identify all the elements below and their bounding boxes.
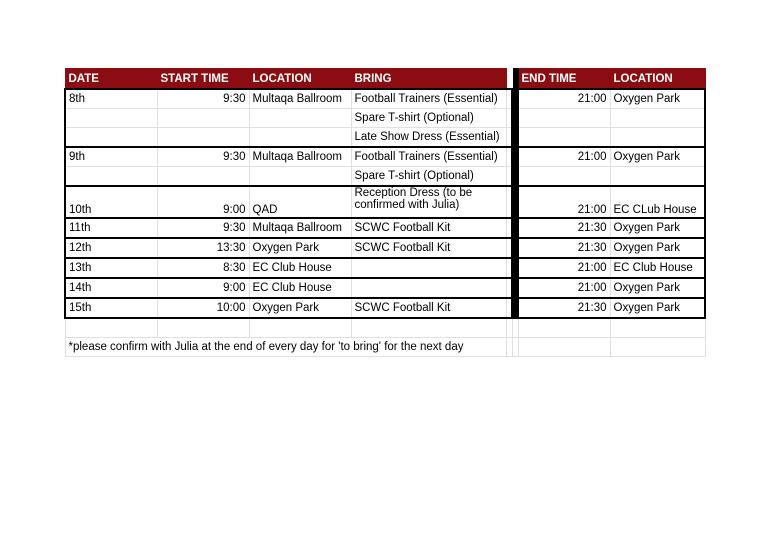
cell-bring[interactable]: Late Show Dress (Essential): [351, 128, 506, 148]
empty-cell[interactable]: [610, 338, 705, 357]
schedule-sheet: [64, 68, 704, 357]
cell-location[interactable]: Multaqa Ballroom: [249, 147, 351, 167]
cell-bring[interactable]: Spare T-shirt (Optional): [351, 109, 506, 128]
table-row: [65, 128, 705, 148]
table-row: [65, 258, 705, 278]
header-end-time[interactable]: END TIME: [518, 69, 610, 90]
cell-location2[interactable]: [610, 128, 705, 148]
cell-end[interactable]: 21:00: [518, 258, 610, 278]
table-row: [65, 298, 705, 318]
empty-row: [65, 318, 705, 338]
empty-cell[interactable]: [351, 318, 506, 338]
cell-location2[interactable]: Oxygen Park: [610, 89, 705, 109]
cell-end[interactable]: 21:00: [518, 89, 610, 109]
empty-cell[interactable]: [157, 318, 249, 338]
cell-location[interactable]: [249, 128, 351, 148]
cell-end[interactable]: 21:00: [518, 278, 610, 298]
cell-end[interactable]: 21:00: [518, 147, 610, 167]
footnote[interactable]: *please confirm with Julia at the end of every day for 'to bring' for the next day: [65, 338, 506, 357]
cell-date[interactable]: 10th: [65, 186, 157, 218]
cell-start[interactable]: [157, 167, 249, 187]
cell-location[interactable]: Multaqa Ballroom: [249, 89, 351, 109]
cell-location2[interactable]: Oxygen Park: [610, 147, 705, 167]
cell-date[interactable]: 12th: [65, 238, 157, 258]
cell-bring[interactable]: Spare T-shirt (Optional): [351, 167, 506, 187]
cell-date[interactable]: 8th: [65, 89, 157, 109]
empty-cell[interactable]: [249, 318, 351, 338]
empty-cell[interactable]: [518, 318, 610, 338]
header-location[interactable]: LOCATION: [249, 69, 351, 90]
header-date[interactable]: DATE: [65, 69, 157, 90]
cell-date[interactable]: [65, 128, 157, 148]
header-start-time[interactable]: START TIME: [157, 69, 249, 90]
cell-date[interactable]: 9th: [65, 147, 157, 167]
schedule-table: [64, 68, 706, 357]
cell-location2[interactable]: EC Club House: [610, 258, 705, 278]
header-bring[interactable]: BRING: [351, 69, 506, 90]
table-row: [65, 278, 705, 298]
cell-start[interactable]: 13:30: [157, 238, 249, 258]
cell-end[interactable]: [518, 109, 610, 128]
cell-start[interactable]: [157, 128, 249, 148]
cell-location[interactable]: Multaqa Ballroom: [249, 218, 351, 238]
cell-location[interactable]: EC Club House: [249, 278, 351, 298]
cell-end[interactable]: 21:00: [518, 186, 610, 218]
cell-location2[interactable]: Oxygen Park: [610, 298, 705, 318]
cell-start[interactable]: 9:00: [157, 278, 249, 298]
cell-end[interactable]: 21:30: [518, 298, 610, 318]
cell-start[interactable]: 8:30: [157, 258, 249, 278]
table-row: [65, 167, 705, 187]
cell-date[interactable]: 13th: [65, 258, 157, 278]
table-row: [65, 147, 705, 167]
cell-location2[interactable]: Oxygen Park: [610, 218, 705, 238]
cell-date[interactable]: 11th: [65, 218, 157, 238]
cell-location[interactable]: Oxygen Park: [249, 238, 351, 258]
empty-cell[interactable]: [65, 318, 157, 338]
cell-location[interactable]: Oxygen Park: [249, 298, 351, 318]
cell-location2[interactable]: Oxygen Park: [610, 238, 705, 258]
note-row: [65, 338, 705, 357]
cell-date[interactable]: [65, 109, 157, 128]
cell-start[interactable]: 9:30: [157, 147, 249, 167]
cell-start[interactable]: 9:30: [157, 89, 249, 109]
cell-location2[interactable]: [610, 109, 705, 128]
cell-location[interactable]: QAD: [249, 186, 351, 218]
cell-date[interactable]: 14th: [65, 278, 157, 298]
cell-bring[interactable]: [351, 278, 506, 298]
cell-date[interactable]: [65, 167, 157, 187]
cell-start[interactable]: 9:00: [157, 186, 249, 218]
cell-bring[interactable]: SCWC Football Kit: [351, 218, 506, 238]
header-location2[interactable]: LOCATION: [610, 69, 705, 90]
cell-location2[interactable]: EC CLub House: [610, 186, 705, 218]
cell-bring[interactable]: SCWC Football Kit: [351, 298, 506, 318]
cell-bring[interactable]: SCWC Football Kit: [351, 238, 506, 258]
cell-bring[interactable]: Football Trainers (Essential): [351, 147, 506, 167]
cell-start[interactable]: 10:00: [157, 298, 249, 318]
cell-end[interactable]: 21:30: [518, 238, 610, 258]
cell-bring[interactable]: Football Trainers (Essential): [351, 89, 506, 109]
table-row: [65, 186, 705, 218]
cell-bring[interactable]: [351, 258, 506, 278]
table-row: [65, 238, 705, 258]
cell-location[interactable]: [249, 167, 351, 187]
cell-location[interactable]: EC Club House: [249, 258, 351, 278]
cell-location[interactable]: [249, 109, 351, 128]
cell-bring[interactable]: Reception Dress (to be confirmed with Julia): [351, 186, 506, 218]
table-row: [65, 109, 705, 128]
cell-date[interactable]: 15th: [65, 298, 157, 318]
cell-end[interactable]: [518, 167, 610, 187]
cell-location2[interactable]: Oxygen Park: [610, 278, 705, 298]
cell-start[interactable]: [157, 109, 249, 128]
header-row: [65, 69, 705, 90]
cell-start[interactable]: 9:30: [157, 218, 249, 238]
cell-end[interactable]: [518, 128, 610, 148]
cell-end[interactable]: 21:30: [518, 218, 610, 238]
cell-location2[interactable]: [610, 167, 705, 187]
table-row: [65, 89, 705, 109]
table-row: [65, 218, 705, 238]
empty-cell[interactable]: [610, 318, 705, 338]
empty-cell[interactable]: [518, 338, 610, 357]
